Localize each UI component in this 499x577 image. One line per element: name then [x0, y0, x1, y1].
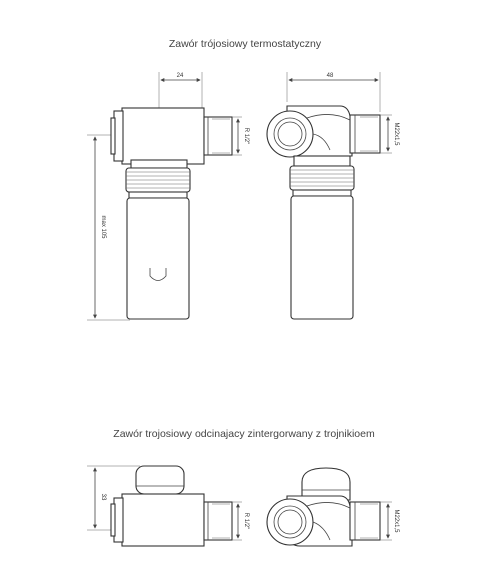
shutoff-valve-side-view [87, 466, 249, 546]
dimension-24: 24 [176, 73, 184, 79]
dimension-48: 48 [326, 73, 334, 79]
thermostatic-valve-side-view [87, 72, 249, 320]
dimension-33: 33 [100, 493, 106, 501]
section2-title: Zawór trojosiowy odcinajacy zintergorwany z trojnikioem [113, 428, 375, 440]
dimension-max-105: max 105 [100, 215, 106, 239]
thread-r-half-2: R 1/2" [243, 512, 249, 530]
section1-title: Zawór trójosiowy termostatyczny [168, 38, 322, 50]
thread-m22-2: M22x1,5 [393, 509, 399, 533]
shutoff-valve-front-view [267, 468, 399, 546]
thermostatic-valve-front-view [267, 72, 399, 319]
thread-m22: M22x1,5 [393, 122, 399, 146]
thread-r-half: R 1/2" [243, 127, 249, 145]
